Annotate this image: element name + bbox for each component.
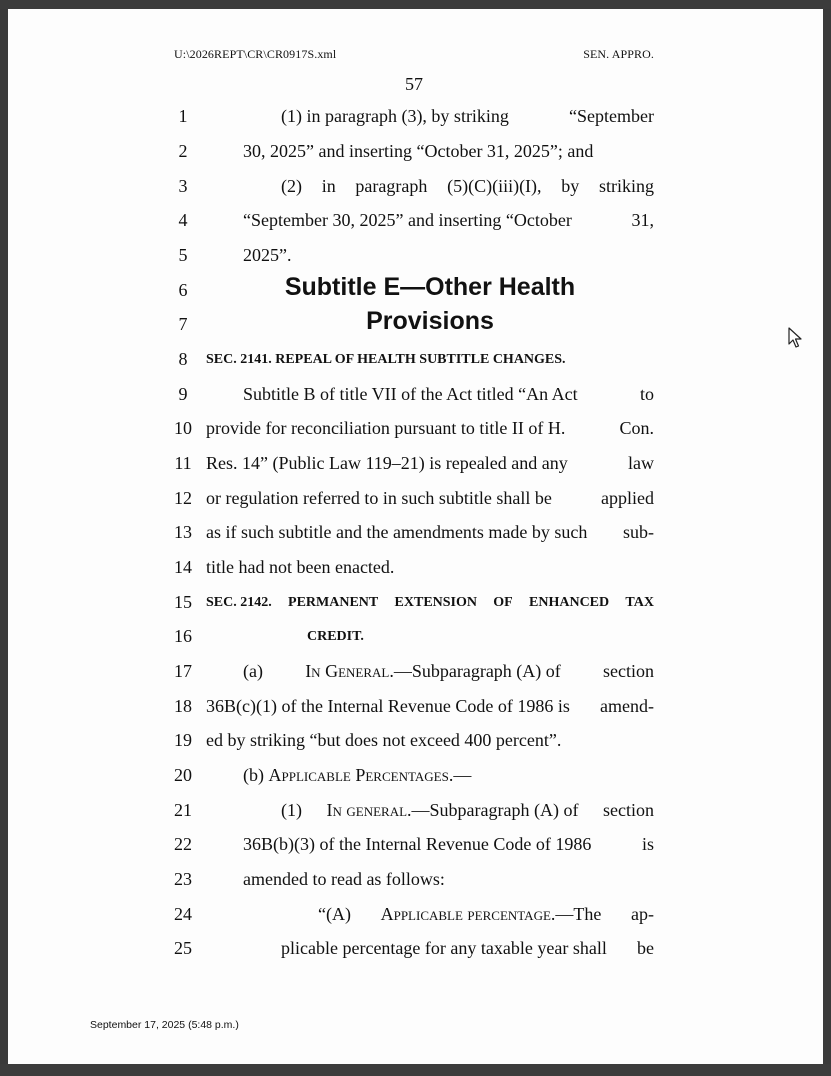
- text-fragment: sub-: [623, 522, 654, 542]
- text-fragment: (2): [281, 176, 302, 196]
- header-file-path: U:\2026REPT\CR\CR0917S.xml: [174, 47, 337, 61]
- line-number: 13: [174, 522, 192, 542]
- line-number: 4: [178, 210, 188, 230]
- text-line: [243, 384, 654, 405]
- text-fragment: SEC. 2142.: [206, 595, 272, 610]
- text-line: [206, 696, 654, 717]
- header-agency: SEN. APPRO.: [583, 47, 654, 61]
- text-fragment: TAX: [625, 595, 654, 610]
- text-fragment: —Subparagraph (A) of: [393, 661, 561, 681]
- text-fragment: paragraph: [355, 176, 428, 196]
- text-line: 2025”.: [243, 245, 292, 265]
- line-number: 14: [174, 557, 192, 577]
- text-fragment: is: [641, 834, 654, 854]
- text-line: ed by striking “but does not exceed 400 percent”.: [206, 730, 562, 750]
- text-fragment: section: [603, 661, 654, 681]
- text-line: [206, 488, 654, 509]
- text-fragment: .—: [448, 765, 472, 785]
- text-line: [206, 453, 654, 474]
- text-fragment: be: [637, 938, 654, 958]
- text-line: [281, 800, 654, 821]
- line-number: 9: [178, 384, 188, 404]
- mouse-pointer-icon: [788, 327, 804, 349]
- text-fragment: [305, 661, 561, 682]
- text-fragment: OF: [493, 595, 513, 610]
- line-number: 6: [178, 280, 188, 300]
- text-line: [281, 106, 654, 127]
- text-fragment: (1): [281, 800, 302, 820]
- text-line: amended to read as follows:: [243, 869, 445, 889]
- viewer-top-frame: [0, 0, 831, 9]
- page-number: 57: [405, 74, 423, 94]
- text-line: [243, 661, 654, 682]
- line-number: 15: [174, 592, 192, 612]
- text-fragment: “(A): [318, 904, 351, 924]
- line-number: 25: [174, 938, 192, 958]
- text-fragment: law: [628, 453, 654, 473]
- text-line: title had not been enacted.: [206, 557, 395, 577]
- line-number: 11: [174, 453, 192, 473]
- line-number: 17: [174, 661, 192, 681]
- text-fragment: .—The: [550, 904, 602, 924]
- line-number: 22: [174, 834, 192, 854]
- small-caps-heading: In general: [326, 800, 408, 820]
- subtitle-heading: Subtitle E—Other Health: [284, 273, 576, 301]
- text-fragment: [381, 904, 602, 925]
- text-fragment: (1) in paragraph (3), by striking: [281, 106, 509, 126]
- text-line: [243, 210, 654, 231]
- line-number: 7: [178, 314, 188, 334]
- text-fragment: amend-: [600, 696, 654, 716]
- text-fragment: to: [639, 384, 654, 404]
- text-fragment: Con.: [619, 418, 654, 438]
- text-fragment: Subtitle B of title VII of the Act titled “An Act: [243, 384, 578, 404]
- line-number: 18: [174, 696, 192, 716]
- line-number: 20: [174, 765, 192, 785]
- text-fragment: “September: [569, 106, 654, 126]
- text-fragment: EXTENSION: [394, 595, 477, 610]
- line-number: 10: [174, 418, 192, 438]
- text-fragment: striking: [598, 176, 654, 196]
- line-number: 2: [178, 141, 188, 161]
- text-fragment: as if such subtitle and the amendments made by such: [206, 522, 588, 542]
- text-fragment: PERMANENT: [288, 595, 379, 610]
- text-fragment: 31,: [631, 210, 654, 230]
- text-fragment: (5)(C)(iii)(I),: [447, 176, 542, 196]
- text-fragment: or regulation referred to in such subtitle shall be: [206, 488, 552, 508]
- section-heading: SEC. 2141. REPEAL OF HEALTH SUBTITLE CHANGES.: [206, 352, 566, 367]
- text-fragment: provide for reconciliation pursuant to title II of H.: [206, 418, 566, 438]
- text-line: [243, 765, 471, 786]
- line-number: 8: [178, 349, 188, 369]
- text-fragment: ap-: [631, 904, 654, 924]
- small-caps-heading: Applicable Percentages: [268, 765, 449, 785]
- text-fragment: in: [321, 176, 336, 196]
- text-line: 30, 2025” and inserting “October 31, 2025”; and: [243, 141, 594, 161]
- line-number: 12: [174, 488, 192, 508]
- text-fragment: section: [603, 800, 654, 820]
- section-heading-continued: CREDIT.: [307, 629, 364, 644]
- line-number: 24: [174, 904, 192, 924]
- line-number: 19: [174, 730, 192, 750]
- text-fragment: plicable percentage for any taxable year shall: [281, 938, 607, 958]
- text-fragment: Res. 14” (Public Law 119–21) is repealed and any: [206, 453, 568, 473]
- section-heading: [206, 595, 654, 611]
- line-number: 23: [174, 869, 192, 889]
- text-fragment: .—Subparagraph (A) of: [407, 800, 579, 820]
- line-number: 1: [178, 106, 188, 126]
- text-fragment: [327, 800, 579, 821]
- text-line: [318, 904, 654, 925]
- text-fragment: ENHANCED: [529, 595, 610, 610]
- text-fragment: 36B(b)(3) of the Internal Revenue Code of 1986: [243, 834, 592, 854]
- text-line: [206, 418, 654, 439]
- text-fragment: (b): [243, 765, 264, 785]
- subtitle-heading: Provisions: [366, 307, 494, 335]
- text-line: [281, 938, 654, 959]
- text-fragment: “September 30, 2025” and inserting “October: [243, 210, 572, 230]
- small-caps-heading: In General.: [305, 661, 394, 681]
- viewer-bottom-frame: [0, 1064, 831, 1076]
- line-number: 3: [178, 176, 188, 196]
- line-number: 21: [174, 800, 192, 820]
- footer-timestamp: September 17, 2025 (5:48 p.m.): [90, 1019, 239, 1031]
- line-number: 16: [174, 626, 192, 646]
- text-fragment: by: [561, 176, 580, 196]
- text-line: [206, 522, 654, 543]
- text-fragment: applied: [601, 488, 654, 508]
- text-fragment: 36B(c)(1) of the Internal Revenue Code of 1986 is: [206, 696, 570, 716]
- text-line: [243, 834, 654, 855]
- line-number: 5: [178, 245, 188, 265]
- text-fragment: (a): [243, 661, 263, 681]
- text-line: [281, 176, 654, 197]
- small-caps-heading: Applicable percentage: [380, 904, 551, 924]
